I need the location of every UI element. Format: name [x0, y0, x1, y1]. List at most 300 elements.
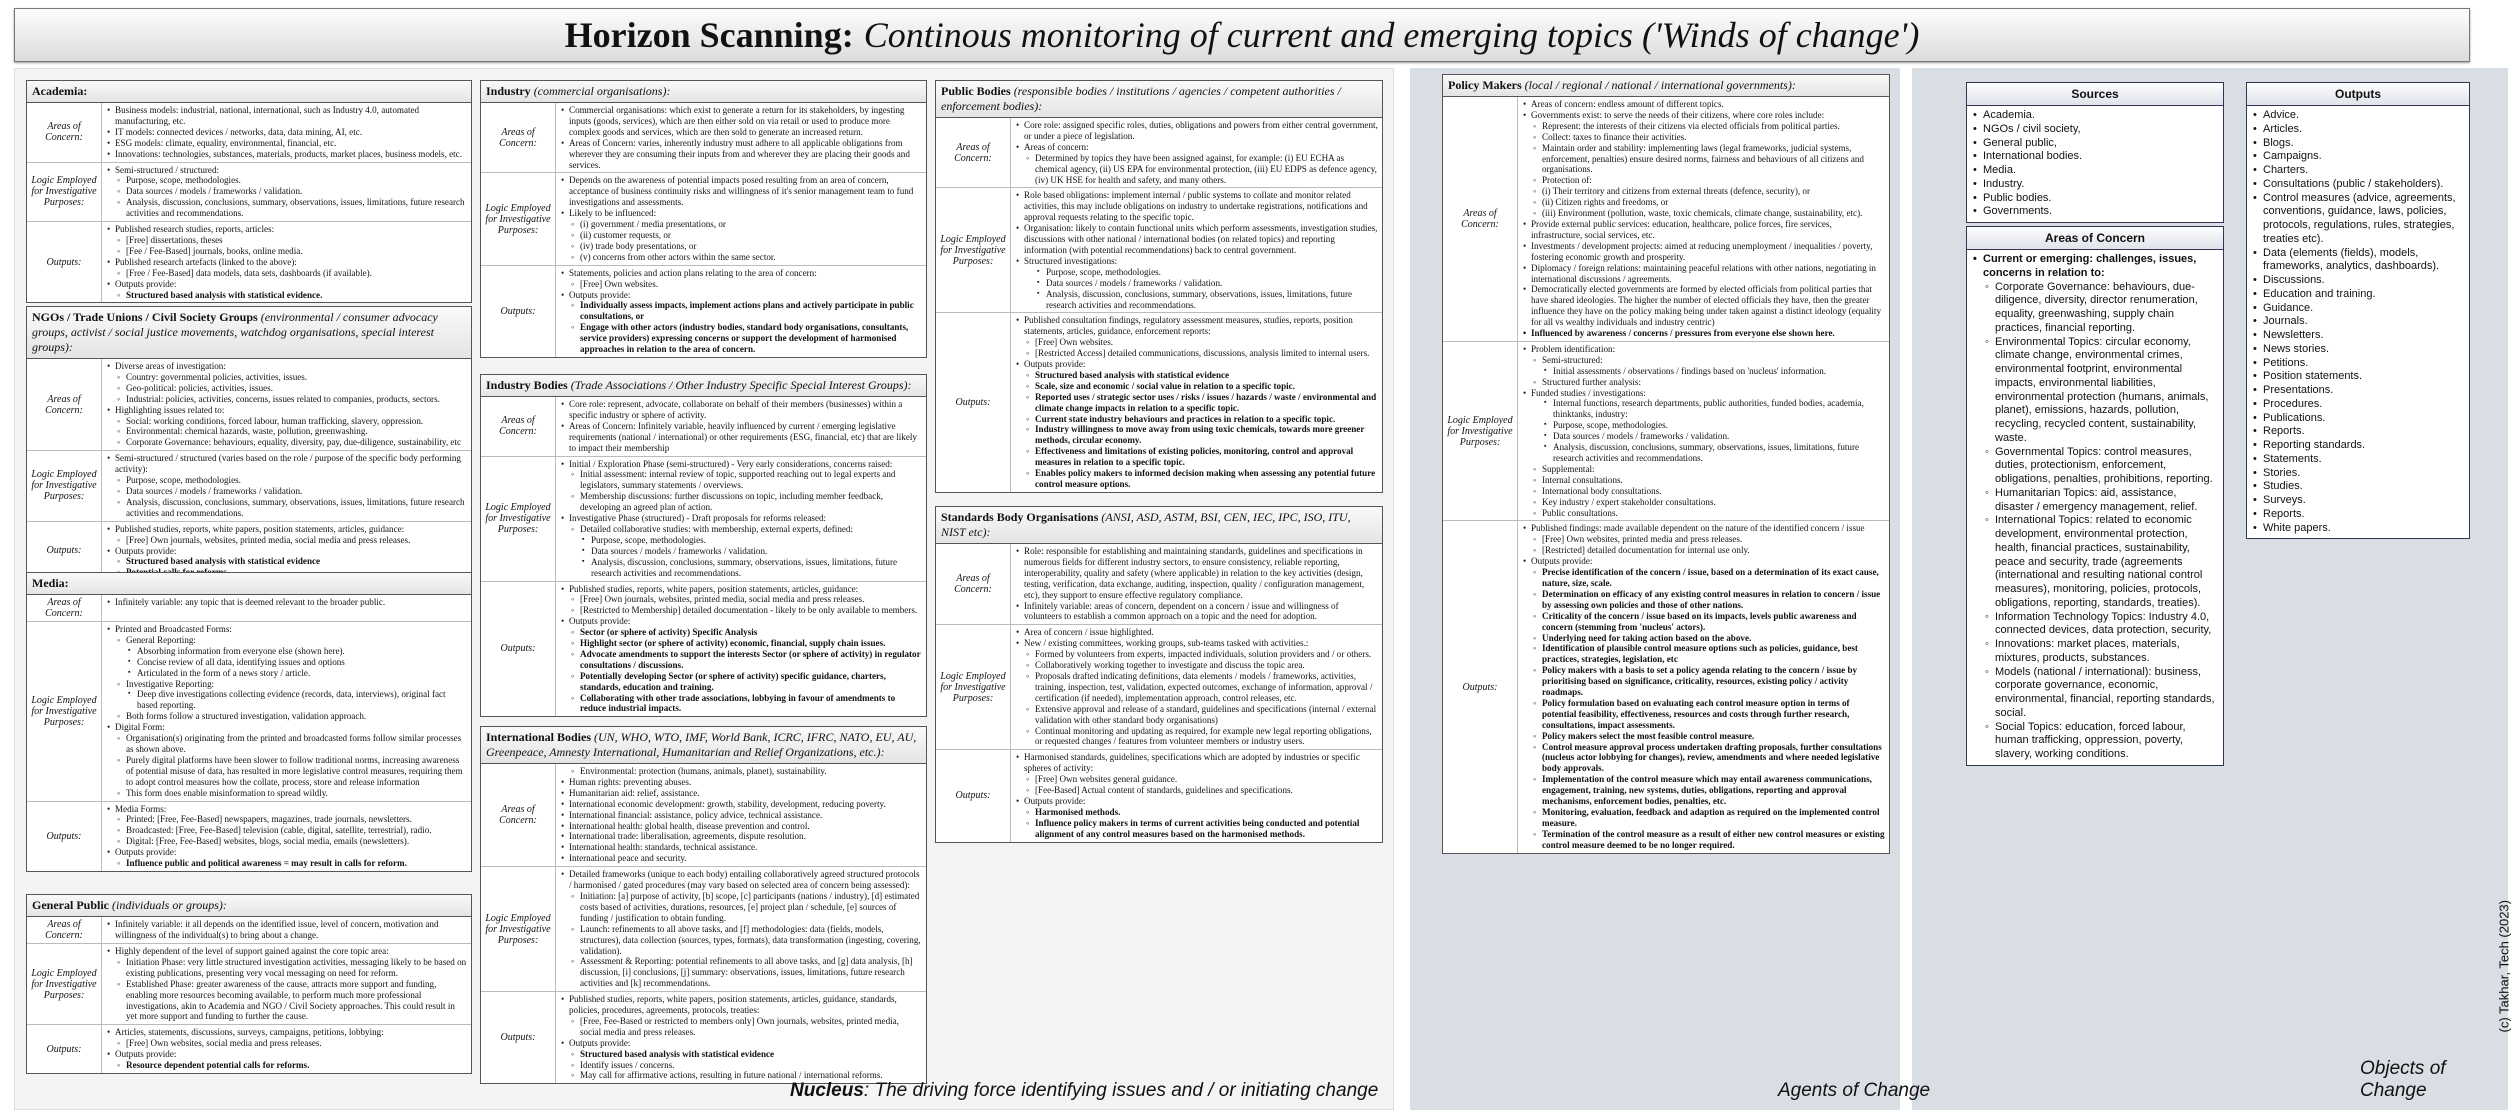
intl-logic-row	[481, 867, 926, 992]
policy-logic-row	[1443, 342, 1889, 522]
list-item: ◦ Highlight sector (or sphere of activity) economic, financial, supply chain issues.	[560, 638, 922, 649]
pubb-section	[935, 80, 1383, 493]
list-item: ◦ Environmental: chemical hazards, waste, pollution, greenwashing.	[106, 426, 467, 437]
list-item: • International trade: liberalisation, agreements, dispute resolution.	[560, 831, 922, 842]
list-item: • Core role: assigned specific roles, duties, obligations and powers from either central government, or under a piece of legislation.	[1015, 120, 1378, 142]
list-item: • Outputs provide:	[560, 616, 922, 627]
list-item: ◦ Identification of plausible control measure options such as policies, guidance, best practices, strategies, legislation, etc	[1522, 643, 1885, 665]
list-item: ▪ Concise review of all data, identifying issues and options	[106, 657, 467, 668]
list-item: ◦ Control measure approval process undertaken drafting proposals, further consultations (nucleus actor lobbying for changes), review, amendments and where needed legislative body approvals.	[1522, 742, 1885, 775]
public-logic-row	[27, 944, 471, 1025]
list-item: ◦ Purpose, scope, methodologies.	[106, 175, 467, 186]
list-item: • ESG models: climate, equality, environmental, financial, etc.	[106, 138, 467, 149]
list-item: ◦ Engage with other actors (industry bodies, standard body organisations, consultants, service providers) expressing concerns or support the development of harmonised approaches in relation to the area of concern.	[560, 322, 922, 355]
list-item: ◦ Social: working conditions, forced labour, human trafficking, slavery, oppression.	[106, 416, 467, 427]
tradeb-section	[480, 374, 927, 717]
stds-aoc-row	[936, 544, 1382, 625]
list-item: ◦ Represent: the interests of their citizens via elected officials from political parties.	[1522, 121, 1885, 132]
list-item: ◦ Structured based analysis with statistical evidence.	[106, 290, 467, 301]
list-item: • Structured investigations:	[1015, 256, 1378, 267]
list-item: ◦ Corporate Governance: behaviours, due-diligence, diversity, director renumeration, equality, greenwashing, supply chain practices, financial reporting.	[1973, 281, 2217, 336]
list-item: ◦ Identify issues / concerns.	[560, 1060, 922, 1071]
list-item: ◦ [Free] Own websites, printed media and press releases.	[1522, 534, 1885, 545]
nucleus-footer: Nucleus: The driving force identifying issues and / or initiating change	[790, 1080, 1379, 1101]
academia-out-row	[27, 222, 471, 302]
list-item: • Detailed frameworks (unique to each body) entailing collaboratively agreed structured protocols / harmonised / gated procedures (may vary based on selected area of concern being assessed):	[560, 869, 922, 891]
list-item: ◦ Structured based analysis with statistical evidence	[1015, 370, 1378, 381]
list-item: ◦ Organisation(s) originating from the printed and broadcasted forms follow similar processes as shown above.	[106, 733, 467, 755]
list-item: • Reporting standards.	[2253, 439, 2463, 453]
list-item: • Problem identification:	[1522, 344, 1885, 355]
row-label: Outputs:	[27, 222, 102, 302]
industry-section	[480, 80, 927, 358]
list-item: ▪ Analysis, discussion, conclusions, summary, observations, issues, limitations, future research activities and recommendations.	[1015, 289, 1378, 311]
list-item: ◦ Membership discussions: further discussions on topic, including member feedback, developing an agreed plan of action.	[560, 491, 922, 513]
tradeb-out-row	[481, 582, 926, 717]
list-item: • Published findings: made available dependent on the nature of the identified concern / issue	[1522, 523, 1885, 534]
list-item: ◦ Influence public and political awareness = may result in calls for reform.	[106, 858, 467, 869]
list-item: ◦ Potentially developing Sector (or sphere of activity) specific guidance, charters, standards, education and training.	[560, 671, 922, 693]
list-item: ◦ Underlying need for taking action based on the above.	[1522, 633, 1885, 644]
list-item: • Infinitely variable: areas of concern, dependent on a concern / issue and willingness of volunteers to establish a common approach on a topic and the need for adoption.	[1015, 601, 1378, 623]
list-item: • Printed and Broadcasted Forms:	[106, 624, 467, 635]
list-item: ◦ Structured based analysis with statistical evidence	[560, 1049, 922, 1060]
list-item: ▪ Articulated in the form of a news story / article.	[106, 668, 467, 679]
list-item: ◦ [Free] Own websites, social media and press releases.	[106, 1038, 467, 1049]
row-label: Logic Employed for Investigative Purposes:	[481, 173, 556, 264]
list-item: • Studies.	[2253, 480, 2463, 494]
list-item: ◦ Supplemental:	[1522, 464, 1885, 475]
pubb-logic-row	[936, 188, 1382, 313]
list-item: • Guidance.	[2253, 302, 2463, 316]
list-item: • Published studies, reports, white papers, position statements, articles, guidance:	[560, 584, 922, 595]
row-label: Logic Employed for Investigative Purposes:	[936, 188, 1011, 312]
list-item: • Published research studies, reports, articles:	[106, 224, 467, 235]
list-item: ◦ Governmental Topics: control measures, duties, protectionism, enforcement, obligations, penalties, prohibitions, reporting.	[1973, 446, 2217, 487]
list-item: • Reports.	[2253, 508, 2463, 522]
list-item: ▪ Data sources / models / frameworks / validation.	[1015, 278, 1378, 289]
media-aoc-row	[27, 595, 471, 622]
pubb-header: Public Bodies (responsible bodies / institutions / agencies / competent authorities / enforcement bodies):	[936, 81, 1382, 118]
list-item: ◦ Environmental: protection (humans, animals, planet), sustainability.	[560, 766, 922, 777]
list-item: ◦ Launch: refinements to all above tasks, and [f] methodologies: data (fields, models, structures), data collection (sources, types, formats), data transformation (ingesting, covering, validation).	[560, 924, 922, 957]
media-header: Media:	[27, 573, 471, 595]
list-item: ◦ Maintain order and stability: implementing laws (legal frameworks, judicial systems, enforcement, penalties) ensure desired norms, fairness and behaviours of all citizens and organisations.	[1522, 143, 1885, 176]
media-out-row	[27, 802, 471, 871]
list-item: • Highly dependent of the level of support gained against the core topic area:	[106, 946, 467, 957]
list-item: ◦ Analysis, discussion, conclusions, summary, observations, issues, limitations, future research activities and recommendations.	[106, 197, 467, 219]
list-item: • NGOs / civil society,	[1973, 123, 2217, 137]
outputs-header: Outputs	[2247, 83, 2469, 106]
row-label: Outputs:	[481, 266, 556, 357]
row-label: Logic Employed for Investigative Purposes:	[1443, 342, 1518, 521]
list-item: • Business models: industrial, national, international, such as Industry 4.0, automated manufacturing, etc.	[106, 105, 467, 127]
list-item: ◦ Policy makers select the most feasible control measure.	[1522, 731, 1885, 742]
academia-logic-row	[27, 163, 471, 223]
list-item: ▪ Data sources / models / frameworks / validation.	[1522, 431, 1885, 442]
list-item: • Education and training.	[2253, 288, 2463, 302]
list-item: • Industry.	[1973, 178, 2217, 192]
list-item: • Role based obligations: implement internal / public systems to collate and monitor related activities, this may include obligations on industry to undertake registrations, notifications and approval requests relating to the specific topic.	[1015, 190, 1378, 223]
row-label: Outputs:	[481, 582, 556, 717]
list-item: ◦ Assessment & Reporting: potential refinements to all above tasks, and [g] data analysis, [h] discussion, [i] conclusions, [j] summary: observations, issues, limitations, future research activities and [k] recommendations.	[560, 956, 922, 989]
list-item: ◦ Analysis, discussion, conclusions, summary, observations, issues, limitations, future research activities and recommendations.	[106, 497, 467, 519]
list-item: ◦ Innovations: market places, materials, mixtures, products, substances.	[1973, 638, 2217, 666]
list-item: ◦ Termination of the control measure as a result of either new control measures or existing control measure deemed to be no longer required.	[1522, 829, 1885, 851]
list-item: ◦ [Free] Own journals, websites, printed media, social media and press releases.	[106, 535, 467, 546]
row-label: Areas of Concern:	[936, 544, 1011, 624]
list-item: ◦ Policy formulation based on evaluating each control measure option in terms of potential feasibility, effectiveness, resources and costs through further research, consultations, impact assessments.	[1522, 698, 1885, 731]
list-item: • Outputs provide:	[1522, 556, 1885, 567]
list-item: ◦ Influence policy makers in terms of current activities being conducted and potential alignment of any control measures based on the harmonised methods.	[1015, 818, 1378, 840]
list-item: • Published studies, reports, white papers, position statements, articles, guidance, standards, policies, procedures, agreements, protocols, treaties:	[560, 994, 922, 1016]
list-item: • Campaigns.	[2253, 150, 2463, 164]
list-item: ◦ Information Technology Topics: Industry 4.0, connected devices, data protection, security,	[1973, 611, 2217, 639]
list-item: ◦ Effectiveness and limitations of existing policies, monitoring, control and approval measures in relation to a specific topic.	[1015, 446, 1378, 468]
list-item: ▪ Deep dive investigations collecting evidence (records, data, interviews), original fact based reporting.	[106, 689, 467, 711]
row-label: Logic Employed for Investigative Purposes:	[481, 457, 556, 581]
list-item: • Outputs provide:	[106, 847, 467, 858]
list-item: ◦ Data sources / models / frameworks / validation.	[106, 186, 467, 197]
public-header: General Public (individuals or groups):	[27, 895, 471, 917]
row-label: Logic Employed for Investigative Purposes:	[481, 867, 556, 991]
industry-header: Industry (commercial organisations):	[481, 81, 926, 103]
list-item: • Petitions.	[2253, 357, 2463, 371]
list-item: ◦ Scale, size and economic / social value in relation to a specific topic.	[1015, 381, 1378, 392]
list-item: ◦ Internal consultations.	[1522, 475, 1885, 486]
objects-footer: Objects of Change	[2360, 1058, 2446, 1101]
list-item: • Position statements.	[2253, 370, 2463, 384]
list-item: ◦ [Fee / Fee-Based] journals, books, online media.	[106, 246, 467, 257]
list-item: • News stories.	[2253, 343, 2463, 357]
list-item: • Innovations: technologies, substances, materials, products, market places, business models, etc.	[106, 149, 467, 160]
list-item: • Commercial organisations: which exist to generate a return for its stakeholders, by ingesting inputs (goods, services), which are then either sold on via retail or used to produce more complex goods and services, which are then sold to generate an increased return.	[560, 105, 922, 138]
list-item: • International peace and security.	[560, 853, 922, 864]
list-item: • Areas of Concern: Infinitely variable, heavily influenced by current / emerging legislative requirements (national / international) or other requirements (ESG, financial, etc) that are likely to impact their membership	[560, 421, 922, 454]
list-item: ◦ International Topics: related to economic development, environmental protection, health, financial practices, sustainability, peace and security, trade (agreements (international and resulting national control measures), monitoring, policies, protocols, obligations, reporting, standards, treaties).	[1973, 514, 2217, 610]
list-item: ▪ Data sources / models / frameworks / validation.	[560, 546, 922, 557]
list-item: ▪ Purpose, scope, methodologies.	[1015, 267, 1378, 278]
policy-aoc-row	[1443, 97, 1889, 342]
list-item: ◦ Determined by topics they have been assigned against, for example: (i) EU ECHA as chemical agency, (ii) US EPA for environmental protection, (iii) EU EDPS as defence agency, (iv) UK HSE for health and safety, and many others.	[1015, 153, 1378, 186]
list-item: • Human rights: preventing abuses.	[560, 777, 922, 788]
list-item: ▪ Purpose, scope, methodologies.	[1522, 420, 1885, 431]
list-item: • Articles.	[2253, 123, 2463, 137]
copyright: (c) Takhar, Tech (2023)	[2496, 900, 2511, 1033]
list-item: ◦ Structured based analysis with statistical evidence	[106, 556, 467, 567]
row-label: Logic Employed for Investigative Purposes:	[27, 622, 102, 801]
list-item: • Presentations.	[2253, 384, 2463, 398]
list-item: ◦ (v) concerns from other actors within the same sector.	[560, 252, 922, 263]
row-label: Areas of Concern:	[27, 359, 102, 450]
list-item: ◦ [Free] Own websites.	[1015, 337, 1378, 348]
list-item: • Funded studies / investigations:	[1522, 388, 1885, 399]
list-item: • Democratically elected governments are formed by elected officials from political parties that have shared ideologies. The higher the number of elected officials they have, then the greater influence they have on the policy making being under taken against a distinct ideology (equality for all vs wealthy individuals and industry centric)	[1522, 284, 1885, 328]
list-item: • Outputs provide:	[1015, 359, 1378, 370]
list-item: ◦ Purpose, scope, methodologies.	[106, 475, 467, 486]
list-item: ◦ Advocate amendments to support the interests Sector (or sphere of activity) in regulator consultations / discussions.	[560, 649, 922, 671]
list-item: ◦ Collect: taxes to finance their activities.	[1522, 132, 1885, 143]
list-item: • Harmonised standards, guidelines, specifications which are adopted by industries or specific spheres of activity:	[1015, 752, 1378, 774]
list-item: ◦ Collaboratively working together to investigate and discuss the topic area.	[1015, 660, 1378, 671]
row-label: Outputs:	[936, 750, 1011, 841]
list-item: • Highlighting issues related to:	[106, 405, 467, 416]
list-item: • Outputs provide:	[560, 1038, 922, 1049]
list-item: ◦ Public consultations.	[1522, 508, 1885, 519]
list-item: • Infinitely variable: any topic that is deemed relevant to the broader public.	[106, 597, 467, 608]
list-item: ◦ Precise identification of the concern / issue, based on a determination of its exact cause, nature, size, scale.	[1522, 567, 1885, 589]
industry-out-row	[481, 266, 926, 357]
page-title: Horizon Scanning: Continous monitoring of current and emerging topics ('Winds of change')	[14, 8, 2470, 62]
list-item: ◦ Initiation Phase: very little structured investigation activities, messaging likely to be based on existing publications, presenting very vocal messaging on need for reform.	[106, 957, 467, 979]
list-item: • Academia.	[1973, 109, 2217, 123]
list-item: ◦ International body consultations.	[1522, 486, 1885, 497]
list-item: • Diverse areas of investigation:	[106, 361, 467, 372]
list-item: • International health: global health, disease prevention and control.	[560, 821, 922, 832]
list-item: ◦ Industrial: policies, activities, concerns, issues related to companies, products, sectors.	[106, 394, 467, 405]
list-item: • Statements, policies and action plans relating to the area of concern:	[560, 268, 922, 279]
list-item: • Area of concern / issue highlighted.	[1015, 627, 1378, 638]
list-item: • Media.	[1973, 164, 2217, 178]
list-item: ◦ (iv) trade body presentations, or	[560, 241, 922, 252]
row-label: Outputs:	[27, 802, 102, 871]
row-label: Areas of Concern:	[27, 103, 102, 162]
list-item: ▪ Initial assessments / observations / findings based on 'nucleus' information.	[1522, 366, 1885, 377]
list-item: • Published research artefacts (linked to the above):	[106, 257, 467, 268]
ngos-section	[26, 306, 472, 581]
list-item: • Diplomacy / foreign relations: maintaining peaceful relations with other nations, negotiating in international discussions / agreements.	[1522, 263, 1885, 285]
list-item: • Journals.	[2253, 315, 2463, 329]
list-item: • Blogs.	[2253, 137, 2463, 151]
list-item: • Areas of Concern: varies, inherently industry must adhere to all applicable obligations from wherever they are consuming their inputs from and wherever they are placing their goods and services.	[560, 138, 922, 171]
intl-header: International Bodies (UN, WHO, WTO, IMF, World Bank, ICRC, IFRC, NATO, EU, AU, Greenpeace, Amnesty International, Humanitarian and Relief Organizations, etc.):	[481, 727, 926, 764]
list-item: • Surveys.	[2253, 494, 2463, 508]
list-item: • Initial / Exploration Phase (semi-structured) - Very early considerations, concerns raised:	[560, 459, 922, 470]
stds-header: Standards Body Organisations (ANSI, ASD, ASTM, BSI, CEN, IEC, IPC, ISO, ITU, NIST etc):	[936, 507, 1382, 544]
pubb-out-row	[936, 313, 1382, 492]
list-item: ▪ Internal functions, research departments, public authorities, funded bodies, academia, thinktanks, industry:	[1522, 398, 1885, 420]
list-item: ◦ Formed by volunteers from experts, impacted individuals, solution providers and / or others.	[1015, 649, 1378, 660]
list-item: ◦ Social Topics: education, forced labour, human trafficking, oppression, poverty, slavery, working conditions.	[1973, 721, 2217, 762]
list-item: • Investments / development projects: aimed at reducing unemployment / inequalities / poverty, fostering economic growth and prosperity.	[1522, 241, 1885, 263]
list-item: ◦ [Free] Own journals, websites, printed media, social media and press releases.	[560, 594, 922, 605]
list-item: • International economic development: growth, stability, development, reducing poverty.	[560, 799, 922, 810]
list-item: • International health: standards, technical assistance.	[560, 842, 922, 853]
row-label: Areas of Concern:	[481, 397, 556, 456]
list-item: ◦ [Free] Own websites.	[560, 279, 922, 290]
list-item: ◦ Data sources / models / frameworks / validation.	[106, 486, 467, 497]
list-item: ◦ [Free, Fee-Based or restricted to members only] Own journals, websites, printed media, social media and press releases.	[560, 1016, 922, 1038]
list-item: ◦ [Free] dissertations, theses	[106, 235, 467, 246]
list-item: • Control measures (advice, agreements, conventions, guidance, laws, policies, protocols, regulations, rules, strategies, treaties etc).	[2253, 192, 2463, 247]
list-item: ◦ Proposals drafted indicating definitions, data elements / models / frameworks, activities, training, inspection, test, validation, expected outcomes, exchange of information, approval / certification (if needed), implementation approach, control releases, etc.	[1015, 671, 1378, 704]
list-item: • Governments.	[1973, 205, 2217, 219]
list-item: • Reports.	[2253, 425, 2463, 439]
list-item: ◦ Printed: [Free, Fee-Based] newspapers, magazines, trade journals, newsletters.	[106, 814, 467, 825]
list-item: ◦ Initiation: [a] purpose of activity, [b] scope, [c] participants (nations / industry), [d] estimated costs based of activities, durations, resources, [e] project plan / schedule, [e] sources of funding / justification to obtain funding.	[560, 891, 922, 924]
intl-out-row	[481, 992, 926, 1083]
list-item: • Outputs provide:	[106, 279, 467, 290]
list-item: ◦ Digital: [Free, Fee-Based] websites, blogs, social media, emails (newsletters).	[106, 836, 467, 847]
list-item: ◦ General Reporting:	[106, 635, 467, 646]
list-item: • Procedures.	[2253, 398, 2463, 412]
list-item: • Governments exist: to serve the needs of their citizens, where core roles include:	[1522, 110, 1885, 121]
row-label: Logic Employed for Investigative Purposes:	[27, 944, 102, 1024]
list-item: • Current or emerging: challenges, issues, concerns in relation to:	[1973, 253, 2217, 281]
list-item: ◦ (ii) customer requests, or	[560, 230, 922, 241]
list-item: • White papers.	[2253, 522, 2463, 536]
list-item: • International bodies.	[1973, 150, 2217, 164]
list-item: • International financial: assistance, policy advice, technical assistance.	[560, 810, 922, 821]
public-section	[26, 894, 472, 1074]
list-item: ◦ Implementation of the control measure which may entail awareness communications, engagement, training, new systems, duties, obligations, reporting and approval mechanisms, enforcement bodies, penalties, etc.	[1522, 774, 1885, 807]
list-item: • Semi-structured / structured (varies based on the role / purpose of the specific body performing activity):	[106, 453, 467, 475]
list-item: • Discussions.	[2253, 274, 2463, 288]
sources-box	[1966, 82, 2224, 223]
list-item: • IT models: connected devices / networks, data, data mining, AI, etc.	[106, 127, 467, 138]
ngos-header: NGOs / Trade Unions / Civil Society Groups (environmental / consumer advocacy groups, activist / social justice movements, watchdog organisations, special interest groups):	[27, 307, 471, 359]
ngos-logic-row	[27, 451, 471, 521]
list-item: • Published studies, reports, white papers, position statements, articles, guidance:	[106, 524, 467, 535]
concern-header: Areas of Concern	[1967, 227, 2223, 250]
list-item: ◦ Semi-structured:	[1522, 355, 1885, 366]
list-item: ◦ Country: governmental policies, activities, issues.	[106, 372, 467, 383]
intl-section	[480, 726, 927, 1084]
list-item: ◦ Models (national / international): business, corporate governance, economic, environmental, financial, reporting standards, social.	[1973, 666, 2217, 721]
outputs-box	[2246, 82, 2470, 539]
row-label: Areas of Concern:	[481, 764, 556, 866]
intl-aoc-row	[481, 764, 926, 867]
list-item: ▪ Absorbing information from everyone else (shown here).	[106, 646, 467, 657]
academia-section	[26, 80, 472, 303]
list-item: • Core role: represent, advocate, collaborate on behalf of their members (businesses) within a specific industry or sphere of activity.	[560, 399, 922, 421]
ngos-aoc-row	[27, 359, 471, 451]
list-item: ◦ [Restricted Access] detailed communications, discussions, analysis limited to internal users.	[1015, 348, 1378, 359]
list-item: ◦ Broadcasted: [Free, Fee-Based] television (cable, digital, satellite, terrestrial), radio.	[106, 825, 467, 836]
list-item: ◦ Industry willingness to move away from using toxic chemicals, towards more greener methods, circular economy.	[1015, 424, 1378, 446]
industry-aoc-row	[481, 103, 926, 173]
list-item: ▪ Analysis, discussion, conclusions, summary, observations, issues, limitations, future research activities and recommendations.	[1522, 442, 1885, 464]
list-item: ◦ Extensive approval and release of a standard, guidelines and specifications (internal / external validation with other standard body organisations)	[1015, 704, 1378, 726]
pubb-aoc-row	[936, 118, 1382, 188]
list-item: ◦ Both forms follow a structured investigation, validation approach.	[106, 711, 467, 722]
list-item: ◦ Protection of:	[1522, 175, 1885, 186]
list-item: ◦ Individually assess impacts, implement actions plans and actively participate in public consultations, or	[560, 300, 922, 322]
list-item: ◦ Humanitarian Topics: aid, assistance, disaster / emergency management, relief.	[1973, 487, 2217, 515]
list-item: • Outputs provide:	[106, 1049, 467, 1060]
list-item: ◦ Continual monitoring and updating as required, for example new legal reporting obligations, or requested changes / features from volunteer members or industry users.	[1015, 726, 1378, 748]
list-item: ◦ Sector (or sphere of activity) Specific Analysis	[560, 627, 922, 638]
sources-header: Sources	[1967, 83, 2223, 106]
tradeb-logic-row	[481, 457, 926, 582]
list-item: ◦ Purely digital platforms have been slower to follow traditional norms, increasing awareness of potential misuse of data, has resulted in more legislative control measures, requiring them to adopt control measures how the collate, process, store and release information	[106, 755, 467, 788]
list-item: • Media Forms:	[106, 804, 467, 815]
list-item: • Stories.	[2253, 467, 2463, 481]
list-item: • Likely to be influenced:	[560, 208, 922, 219]
list-item: • Newsletters.	[2253, 329, 2463, 343]
list-item: ◦ Detailed collaborative studies: with membership, external experts, defined:	[560, 524, 922, 535]
stds-section	[935, 506, 1383, 843]
list-item: ◦ Corporate Governance: behaviours, equality, diversity, pay, due-diligence, sustainability, etc	[106, 437, 467, 448]
row-label: Outputs:	[27, 522, 102, 581]
list-item: ◦ Key industry / expert stakeholder consultations.	[1522, 497, 1885, 508]
policy-out-row	[1443, 521, 1889, 852]
list-item: • Digital Form:	[106, 722, 467, 733]
list-item: • Published consultation findings, regulatory assessment measures, studies, reports, position statements, articles, guidance, enforcement reports:	[1015, 315, 1378, 337]
list-item: • Outputs provide:	[560, 290, 922, 301]
row-label: Outputs:	[481, 992, 556, 1083]
list-item: ◦ (iii) Environment (pollution, waste, toxic chemicals, climate change, sustainability, etc).	[1522, 208, 1885, 219]
list-item: • Data (elements (fields), models, frameworks, analytics, dashboards).	[2253, 247, 2463, 275]
list-item: • Role: responsible for establishing and maintaining standards, guidelines and specifications in numerous fields for different industry sectors, to ensure consistency, reliable reporting, interoperability, quality and safety (where applicable) in relation to the key activities (design, testing, verification, data exchange, auditing, inspection, quality / configuration management, etc), they support to ensure effective regulatory compliance.	[1015, 546, 1378, 601]
list-item: ◦ Investigative Reporting:	[106, 679, 467, 690]
list-item: • Publications.	[2253, 412, 2463, 426]
row-label: Areas of Concern:	[27, 595, 102, 621]
list-item: ◦ Initial assessment: internal review of topic, supported reaching out to legal experts and legislators, summary statements / overviews.	[560, 469, 922, 491]
list-item: • Advice.	[2253, 109, 2463, 123]
row-label: Outputs:	[1443, 521, 1518, 852]
list-item: • Outputs provide:	[1015, 796, 1378, 807]
row-label: Areas of Concern:	[1443, 97, 1518, 341]
list-item: ◦ [Restricted] detailed documentation for internal use only.	[1522, 545, 1885, 556]
list-item: ◦ Criticality of the concern / issue based on its impacts, levels public awareness and concern (stemming from 'nucleus' actors).	[1522, 611, 1885, 633]
list-item: ▪ Purpose, scope, methodologies.	[560, 535, 922, 546]
tradeb-aoc-row	[481, 397, 926, 457]
media-logic-row	[27, 622, 471, 802]
academia-header: Academia:	[27, 81, 471, 103]
list-item: ◦ Harmonised methods.	[1015, 807, 1378, 818]
row-label: Outputs:	[27, 1025, 102, 1073]
list-item: • Humanitarian aid: relief, assistance.	[560, 788, 922, 799]
list-item: • Public bodies.	[1973, 192, 2217, 206]
row-label: Areas of Concern:	[481, 103, 556, 172]
list-item: • Consultations (public / stakeholders).	[2253, 178, 2463, 192]
list-item: ◦ [Fee-Based] Actual content of standards, guidelines and specifications.	[1015, 785, 1378, 796]
list-item: • Infinitely variable: it all depends on the identified issue, level of concern, motivation and willingness of the individual(s) to bring about a change.	[106, 919, 467, 941]
list-item: ◦ [Free] Own websites general guidance.	[1015, 774, 1378, 785]
list-item: • Outputs provide:	[106, 546, 467, 557]
list-item: • General public,	[1973, 137, 2217, 151]
academia-aoc-row	[27, 103, 471, 163]
agents-footer: Agents of Change	[1778, 1080, 1931, 1101]
row-label: Logic Employed for Investigative Purposes:	[27, 163, 102, 222]
list-item: ◦ Geo-political: policies, activities, issues.	[106, 383, 467, 394]
row-label: Logic Employed for Investigative Purposes:	[936, 625, 1011, 749]
stds-out-row	[936, 750, 1382, 841]
list-item: ◦ Policy makers with a basis to set a policy agenda relating to the concern / issue by prioritising based on significance, criticality, resources, existing policy / activity roadmaps.	[1522, 665, 1885, 698]
list-item: ◦ May call for affirmative actions, resulting in future national / international reforms.	[560, 1070, 922, 1081]
policy-header: Policy Makers (local / regional / national / international governments):	[1443, 75, 1889, 97]
list-item: • Depends on the awareness of potential impacts posed resulting from an area of concern, acceptance of business continuity risks and willingness of it's senior management team to fund investigations and assessments.	[560, 175, 922, 208]
list-item: ◦ (ii) Citizen rights and freedoms, or	[1522, 197, 1885, 208]
list-item: • Provide external public services: education, healthcare, police forces, fire services, infrastructure, social services, etc.	[1522, 219, 1885, 241]
list-item: ◦ Monitoring, evaluation, feedback and adaption as required on the implemented control measure.	[1522, 807, 1885, 829]
public-aoc-row	[27, 917, 471, 944]
row-label: Areas of Concern:	[936, 118, 1011, 187]
list-item: ◦ [Restricted to Membership] detailed documentation - likely to be only available to members.	[560, 605, 922, 616]
media-section	[26, 572, 472, 872]
list-item: ◦ Current state industry behaviours and practices in relation to a specific topic.	[1015, 414, 1378, 425]
list-item: • Statements.	[2253, 453, 2463, 467]
row-label: Areas of Concern:	[27, 917, 102, 943]
list-item: ◦ Reported uses / strategic sector uses / risks / issues / hazards / waste / environmental and climate change impacts in relation to a specific topic.	[1015, 392, 1378, 414]
list-item: • Areas of concern:	[1015, 142, 1378, 153]
concern-box	[1966, 226, 2224, 766]
list-item: ◦ Enables policy makers to informed decision making when assessing any potential future control measure options.	[1015, 468, 1378, 490]
list-item: ◦ This form does enable misinformation to spread wildly.	[106, 788, 467, 799]
row-label: Logic Employed for Investigative Purposes:	[27, 451, 102, 520]
list-item: • New / existing committees, working groups, sub-teams tasked with activities.:	[1015, 638, 1378, 649]
